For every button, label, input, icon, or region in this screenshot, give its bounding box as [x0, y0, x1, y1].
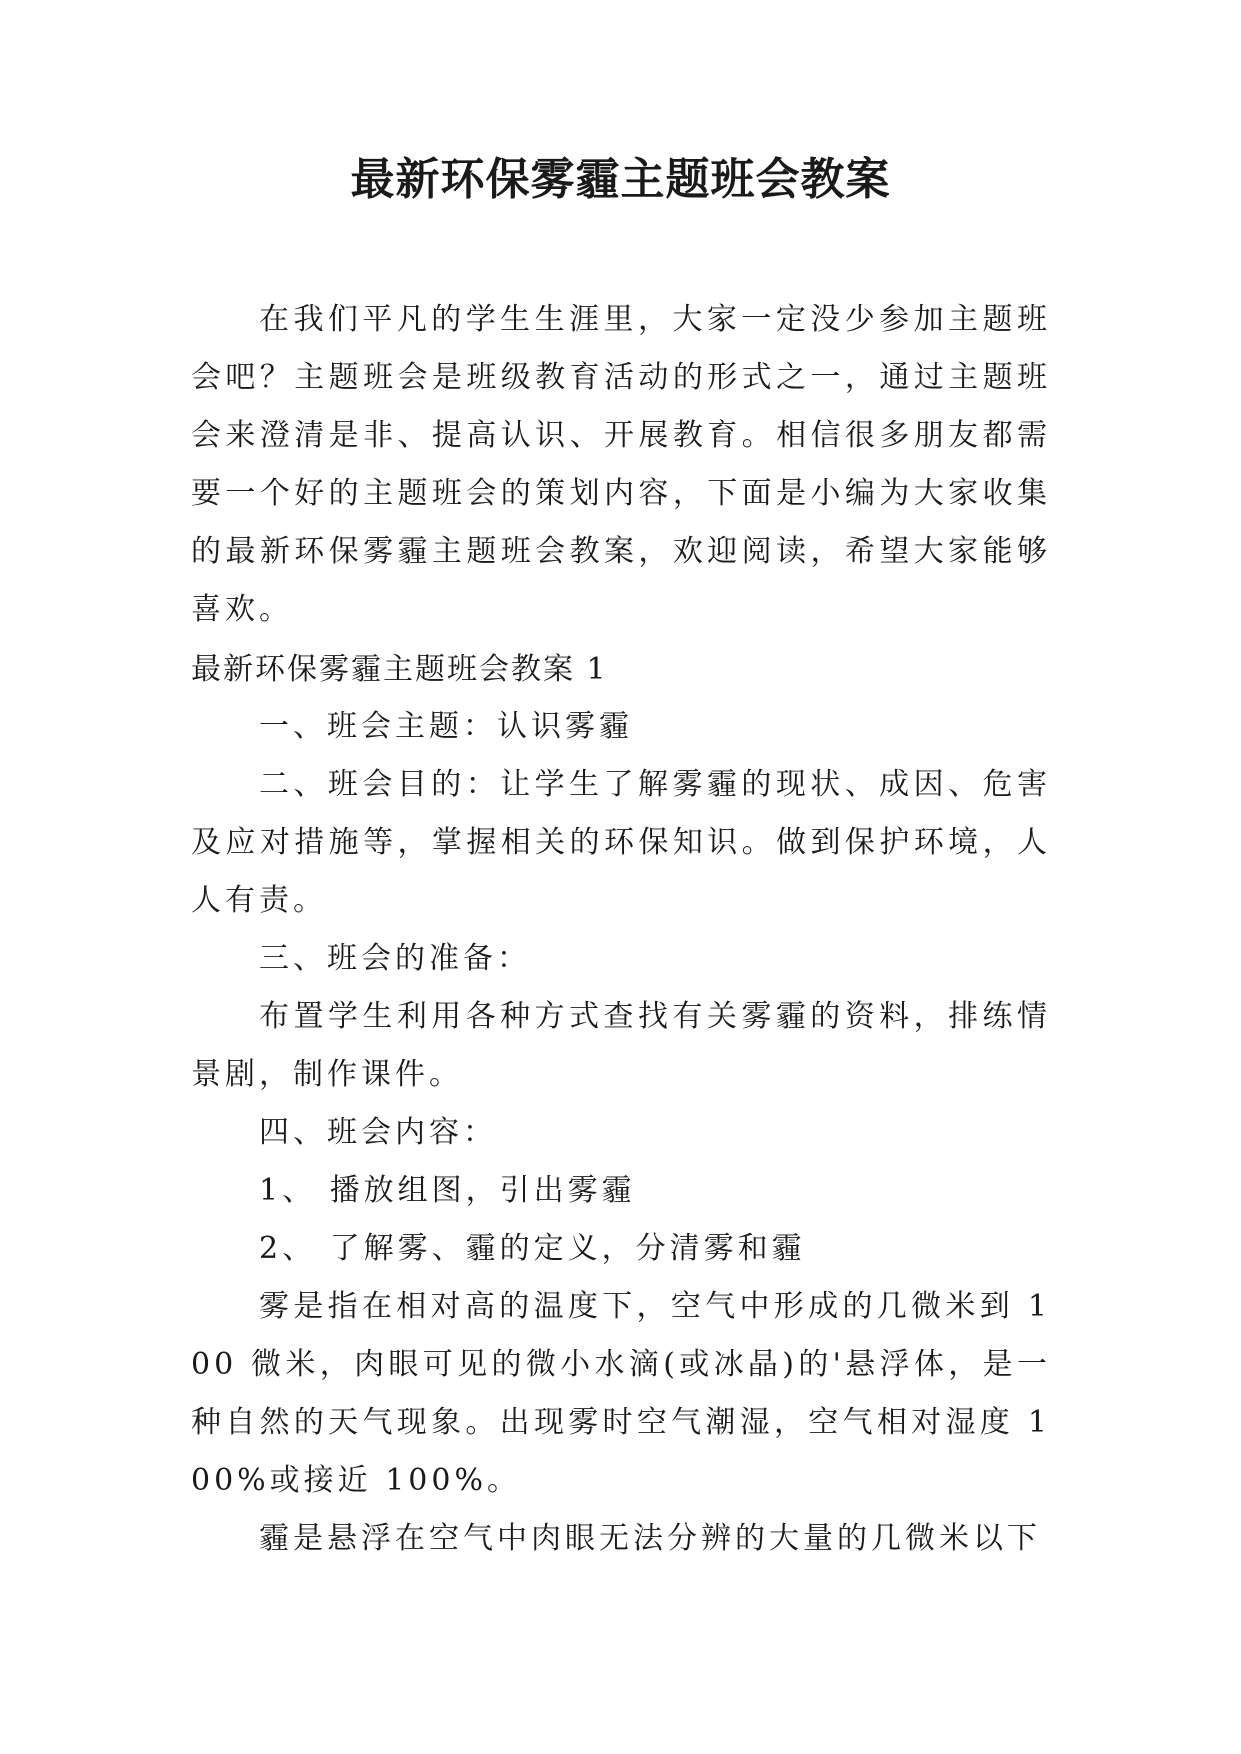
paragraph-fog-definition: 雾是指在相对高的温度下，空气中形成的几微米到 100 微米，肉眼可见的微小水滴(或冰晶)的'悬浮体，是一种自然的天气现象。出现雾时空气潮湿，空气相对湿度 100%或接近 100%。	[191, 1289, 1051, 1498]
paragraph-purpose: 二、班会目的：让学生了解雾霾的现状、成因、危害及应对措施等，掌握相关的环保知识。做到保护环境，人人有责。	[191, 767, 1051, 918]
paragraph-item-2: 2、 了解雾、霾的定义，分清雾和霾	[259, 1231, 806, 1266]
paragraph-preparation: 布置学生利用各种方式查找有关雾霾的资料，排练情景剧，制作课件。	[191, 999, 1051, 1092]
paragraph-item-1: 1、 播放组图，引出雾霾	[259, 1173, 636, 1208]
document-title: 最新环保雾霾主题班会教案	[350, 154, 891, 205]
intro-paragraph: 在我们平凡的学生生涯里，大家一定没少参加主题班会吧？主题班会是班级教育活动的形式之一，通过主题班会来澄清是非、提高认识、开展教育。相信很多朋友都需要一个好的主题班会的策划内容，下面是小编为大家收集的最新环保雾霾主题班会教案，欢迎阅读，希望大家能够喜欢。	[191, 302, 1051, 627]
paragraph-content-heading: 四、班会内容：	[259, 1115, 497, 1150]
paragraph-theme: 一、班会主题：认识雾霾	[259, 709, 633, 744]
paragraph-preparation-heading: 三、班会的准备：	[259, 941, 531, 976]
section-heading: 最新环保雾霾主题班会教案 1	[191, 652, 608, 687]
paragraph-haze-definition: 霾是悬浮在空气中肉眼无法分辨的大量的几微米以下	[259, 1521, 1041, 1556]
